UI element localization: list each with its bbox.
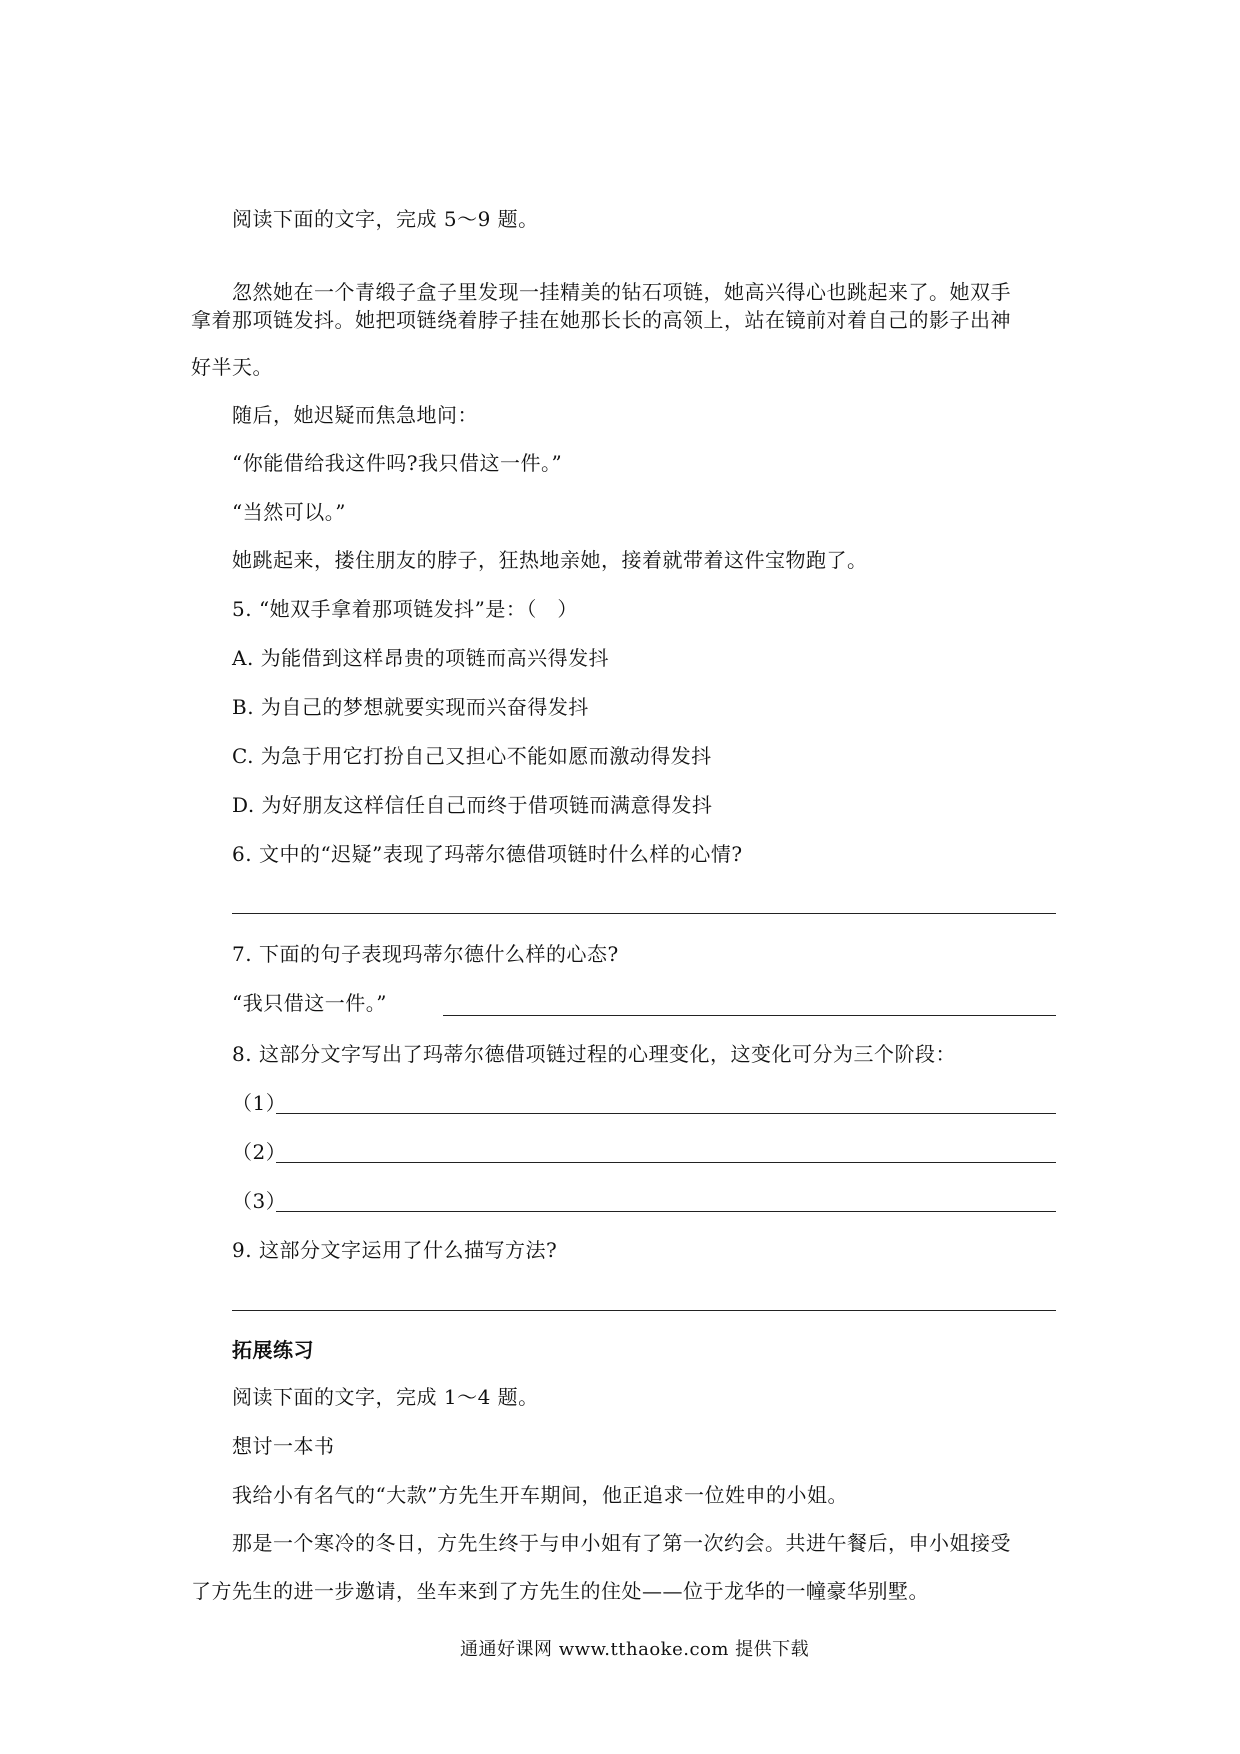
passage2-intro: 阅读下面的文字，完成 1～4 题。 bbox=[232, 1385, 539, 1409]
answer-line bbox=[276, 1113, 1056, 1114]
passage2-paragraph-line: 那是一个寒冷的冬日，方先生终于与申小姐有了第一次约会。共进午餐后，申小姐接受 bbox=[232, 1531, 1011, 1555]
page-footer: 通通好课网 www.tthaoke.com 提供下载 bbox=[460, 1639, 810, 1660]
section-heading: 拓展练习 bbox=[232, 1338, 314, 1362]
question-5-option-d: D. 为好朋友这样信任自己而终于借项链而满意得发抖 bbox=[232, 793, 713, 817]
question-7: 7. 下面的句子表现玛蒂尔德什么样的心态? bbox=[232, 942, 619, 966]
question-5-option-c: C. 为急于用它打扮自己又担心不能如愿而激动得发抖 bbox=[232, 744, 712, 768]
question-8: 8. 这部分文字写出了玛蒂尔德借项链过程的心理变化，这变化可分为三个阶段： bbox=[232, 1042, 956, 1066]
passage1-paragraph: 她跳起来，搂住朋友的脖子，狂热地亲她，接着就带着这件宝物跑了。 bbox=[232, 548, 868, 572]
passage1-paragraph: 随后，她迟疑而焦急地问： bbox=[232, 403, 478, 427]
question-7-quote: “我只借这一件。” bbox=[232, 991, 387, 1015]
passage1-paragraph-line: 拿着那项链发抖。她把项链绕着脖子挂在她那长长的高领上，站在镜前对着自己的影子出神 bbox=[191, 308, 1011, 332]
answer-line bbox=[276, 1211, 1056, 1212]
answer-line bbox=[276, 1162, 1056, 1163]
answer-line bbox=[232, 1310, 1056, 1311]
question-5-option-a: A. 为能借到这样昂贵的项链而高兴得发抖 bbox=[232, 646, 610, 670]
passage1-dialogue: “当然可以。” bbox=[232, 500, 346, 524]
question-5-option-b: B. 为自己的梦想就要实现而兴奋得发抖 bbox=[232, 695, 589, 719]
passage1-intro: 阅读下面的文字，完成 5～9 题。 bbox=[232, 207, 539, 231]
passage2-paragraph: 我给小有名气的“大款”方先生开车期间，他正追求一位姓申的小姐。 bbox=[232, 1483, 848, 1507]
question-8-item-3: （3） bbox=[232, 1189, 287, 1213]
passage1-paragraph-line: 好半天。 bbox=[191, 355, 273, 379]
passage2-title: 想讨一本书 bbox=[232, 1434, 335, 1458]
passage1-dialogue: “你能借给我这件吗?我只借这一件。” bbox=[232, 451, 563, 475]
question-6: 6. 文中的“迟疑”表现了玛蒂尔德借项链时什么样的心情? bbox=[232, 842, 743, 866]
question-9: 9. 这部分文字运用了什么描写方法? bbox=[232, 1238, 558, 1262]
question-8-item-2: （2） bbox=[232, 1140, 287, 1164]
answer-line bbox=[443, 1015, 1056, 1016]
passage1-paragraph-line: 忽然她在一个青缎子盒子里发现一挂精美的钻石项链，她高兴得心也跳起来了。她双手 bbox=[232, 280, 1011, 304]
question-5: 5. “她双手拿着那项链发抖”是：（ ） bbox=[232, 597, 578, 621]
answer-line bbox=[232, 913, 1056, 914]
passage2-paragraph-line: 了方先生的进一步邀请，坐车来到了方先生的住处——位于龙华的一幢豪华别墅。 bbox=[191, 1579, 929, 1603]
question-8-item-1: （1） bbox=[232, 1091, 287, 1115]
